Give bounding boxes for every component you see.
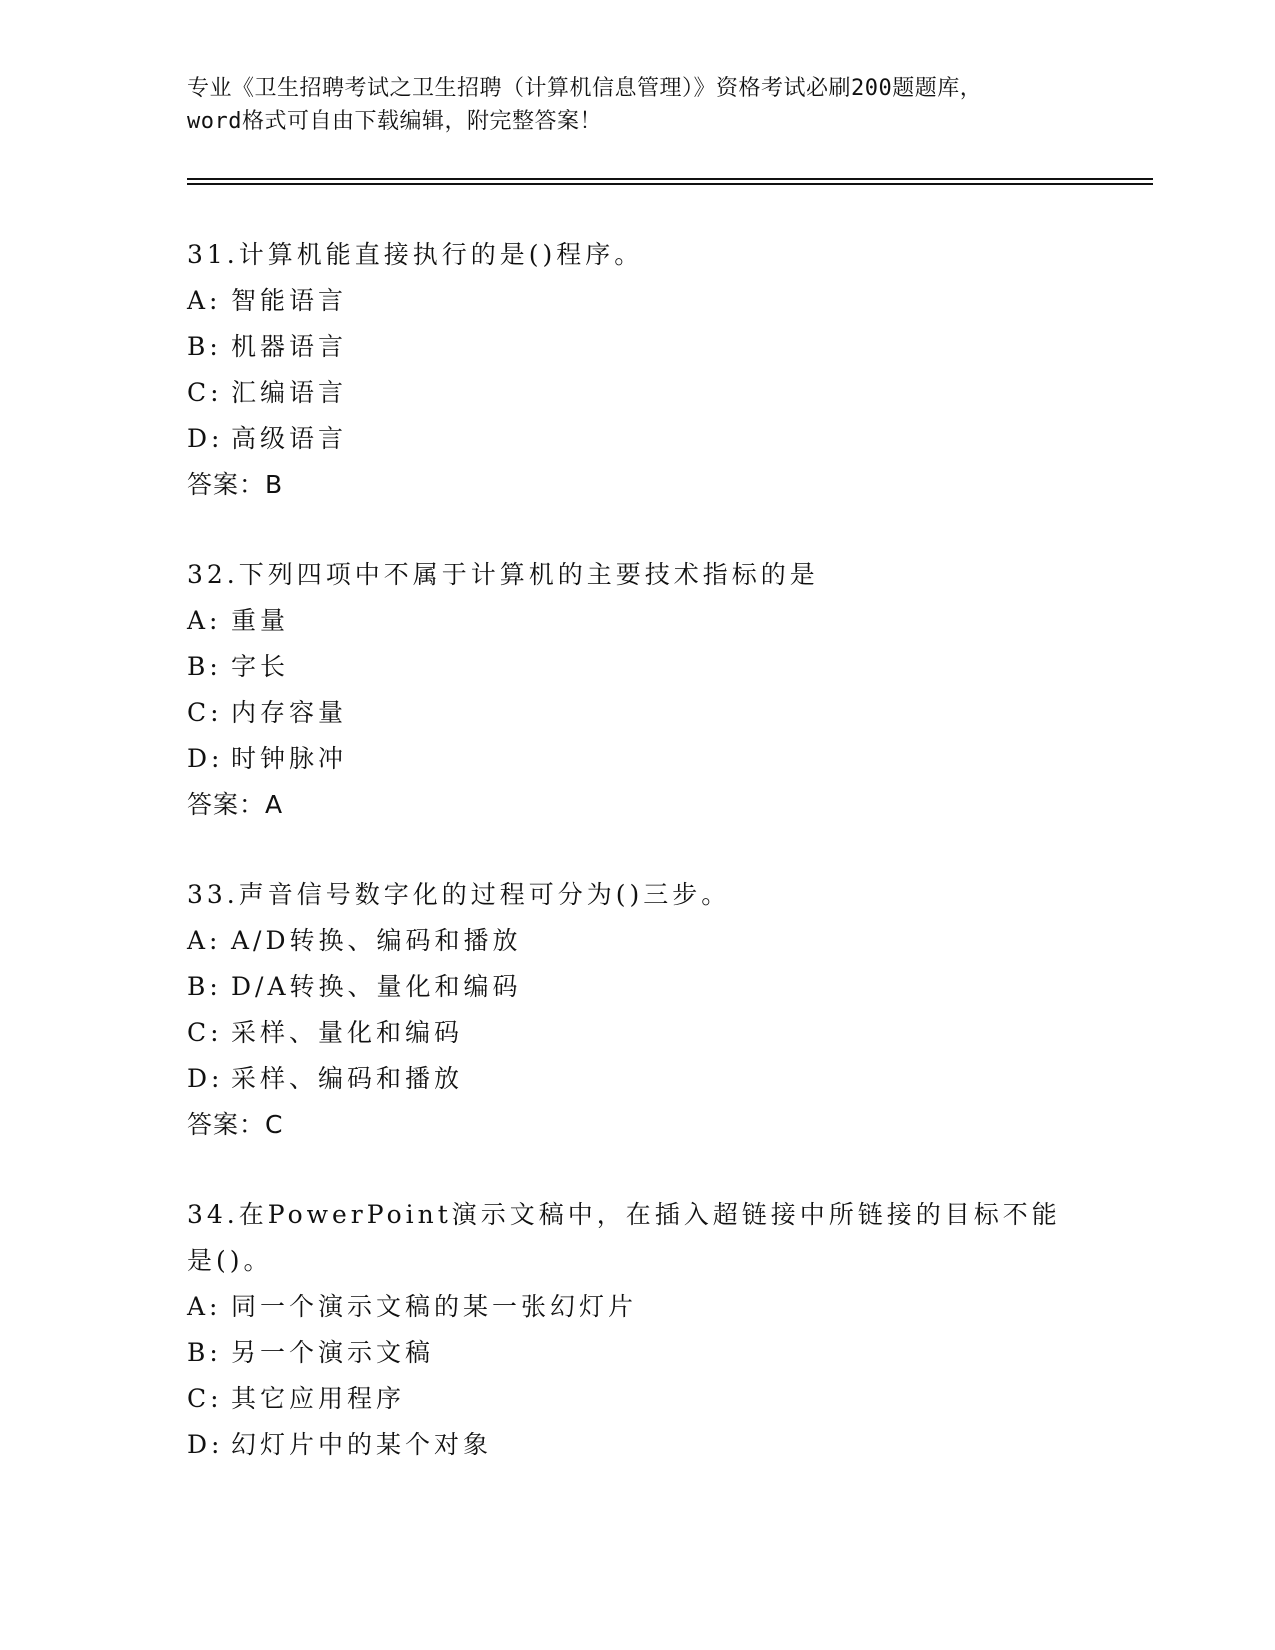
option-letter: C: xyxy=(187,1384,223,1413)
header-divider-bottom xyxy=(187,183,1153,185)
option-letter: C: xyxy=(187,378,223,407)
option-letter: C: xyxy=(187,698,223,727)
option-d xyxy=(187,1422,1087,1468)
option-text: 采样、编码和播放 xyxy=(231,1064,464,1093)
option-b xyxy=(187,644,1087,690)
option-letter: D: xyxy=(187,744,224,773)
question-32 xyxy=(187,552,1087,828)
option-letter: D: xyxy=(187,424,224,453)
option-d xyxy=(187,1056,1087,1102)
option-text: 时钟脉冲 xyxy=(231,744,348,773)
option-text: 其它应用程序 xyxy=(231,1384,406,1413)
option-text: 重量 xyxy=(231,606,290,635)
option-text: D/A转换、量化和编码 xyxy=(231,972,522,1001)
header-line-1: 专业《卫生招聘考试之卫生招聘（计算机信息管理）》资格考试必刷200题题库， xyxy=(187,76,983,101)
question-33 xyxy=(187,872,1087,1148)
option-text: 另一个演示文稿 xyxy=(231,1338,435,1367)
option-letter: A: xyxy=(187,1292,222,1321)
option-letter: A: xyxy=(187,286,222,315)
option-c xyxy=(187,1376,1087,1422)
option-letter: C: xyxy=(187,1018,223,1047)
question-stem: 33.声音信号数字化的过程可分为()三步。 xyxy=(187,880,731,909)
answer-line: 答案：C xyxy=(187,1110,284,1139)
option-c xyxy=(187,370,1087,416)
option-letter: B: xyxy=(187,972,222,1001)
option-letter: B: xyxy=(187,652,222,681)
option-a xyxy=(187,918,1087,964)
option-text: 同一个演示文稿的某一张幻灯片 xyxy=(231,1292,638,1321)
option-a xyxy=(187,1284,1087,1330)
document-header xyxy=(187,72,1087,138)
option-letter: D: xyxy=(187,1064,224,1093)
answer-line: 答案：B xyxy=(187,470,284,499)
option-a xyxy=(187,598,1087,644)
header-line-2: word格式可自由下载编辑，附完整答案！ xyxy=(187,109,602,134)
option-d xyxy=(187,736,1087,782)
option-c xyxy=(187,690,1087,736)
question-stem: 32.下列四项中不属于计算机的主要技术指标的是 xyxy=(187,560,819,589)
header-divider-top xyxy=(187,178,1153,180)
option-text: 采样、量化和编码 xyxy=(231,1018,464,1047)
option-c xyxy=(187,1010,1087,1056)
option-d xyxy=(187,416,1087,462)
option-letter: B: xyxy=(187,1338,222,1367)
option-letter: A: xyxy=(187,926,222,955)
option-text: A/D转换、编码和播放 xyxy=(231,926,522,955)
question-31 xyxy=(187,232,1087,508)
option-text: 智能语言 xyxy=(231,286,348,315)
option-text: 汇编语言 xyxy=(231,378,348,407)
question-stem: 31.计算机能直接执行的是()程序。 xyxy=(187,240,644,269)
option-text: 高级语言 xyxy=(231,424,348,453)
answer-line: 答案：A xyxy=(187,790,284,819)
option-letter: D: xyxy=(187,1430,224,1459)
option-text: 内存容量 xyxy=(231,698,348,727)
option-b xyxy=(187,1330,1087,1376)
question-34 xyxy=(187,1192,1087,1468)
option-letter: A: xyxy=(187,606,222,635)
option-text: 机器语言 xyxy=(231,332,348,361)
option-a xyxy=(187,278,1087,324)
option-text: 幻灯片中的某个对象 xyxy=(231,1430,493,1459)
option-b xyxy=(187,964,1087,1010)
option-b xyxy=(187,324,1087,370)
question-stem: 34.在PowerPoint演示文稿中，在插入超链接中所链接的目标不能是()。 xyxy=(187,1200,1061,1275)
option-letter: B: xyxy=(187,332,222,361)
option-text: 字长 xyxy=(231,652,290,681)
